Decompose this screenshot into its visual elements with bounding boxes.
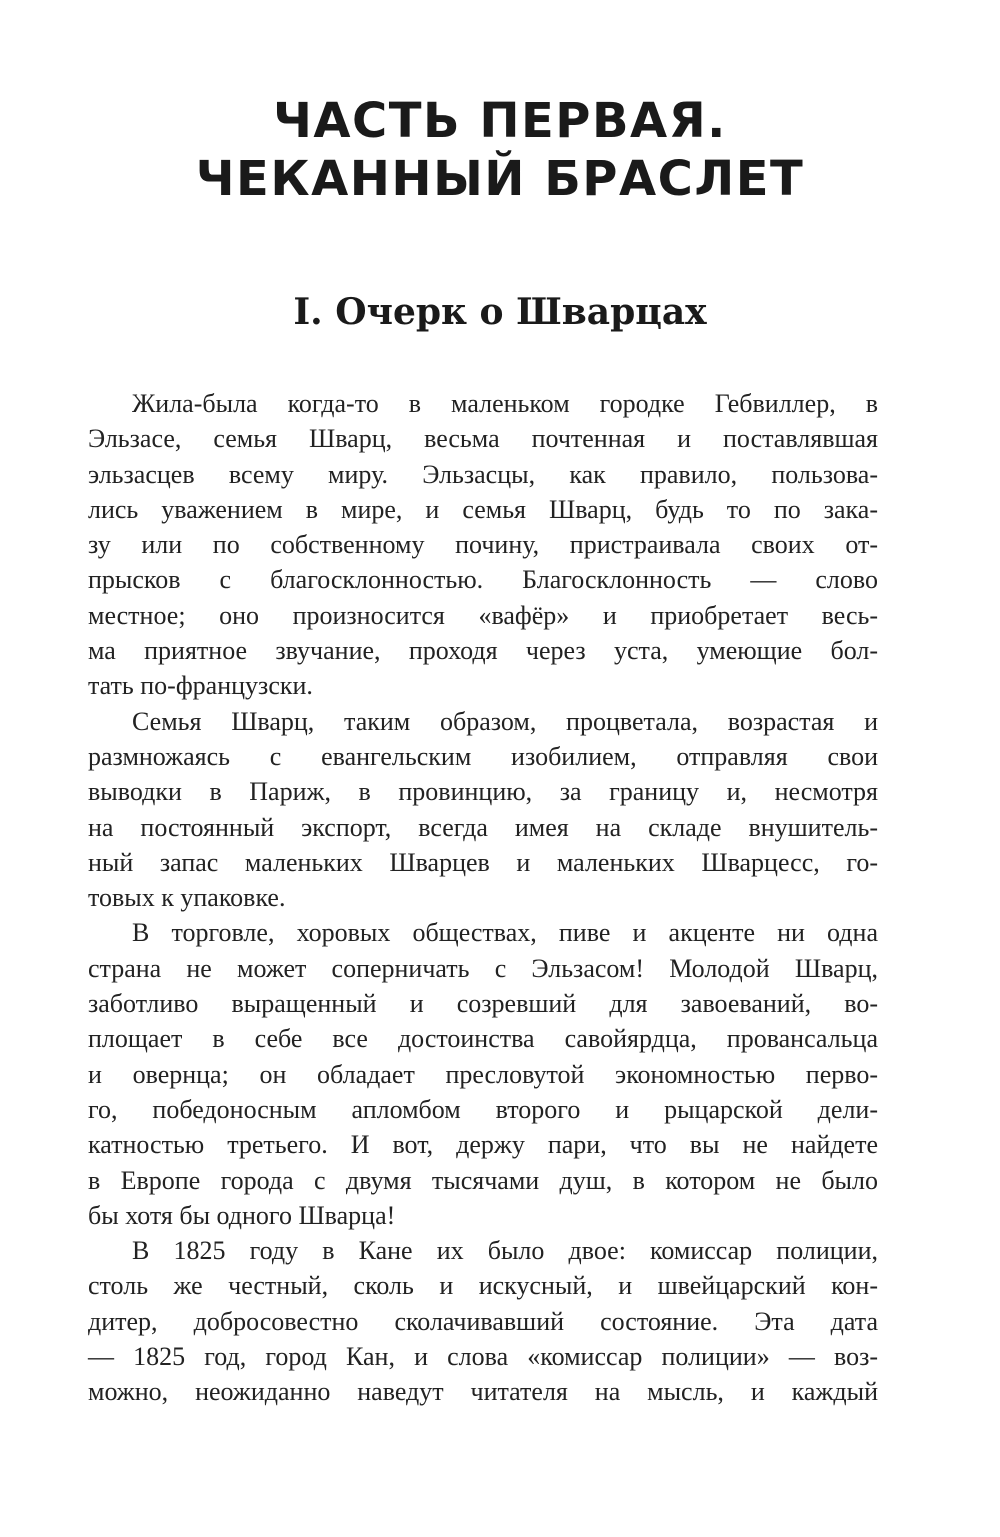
- text-line: зу или по собственному почину, пристраивала своих от-: [88, 530, 878, 560]
- text-line: лись уважением в мире, и семья Шварц, будь то по зака-: [88, 494, 878, 524]
- text-line: ный запас маленьких Шварцев и маленьких Шварцесс, го-: [88, 847, 878, 877]
- paragraph-1: [88, 386, 878, 704]
- body-text: [88, 386, 878, 1410]
- chapter-title: I. Очерк о Шварцах: [293, 291, 707, 333]
- text-line: в Европе города с двумя тысячами душ, в котором не было: [88, 1165, 878, 1195]
- text-line: Семья Шварц, таким образом, процветала, возрастая и: [132, 706, 878, 736]
- text-line: можно, неожиданно наведут читателя на мысль, и каждый: [88, 1377, 878, 1407]
- text-line: ма приятное звучание, проходя через уста, умеющие бол-: [88, 636, 878, 666]
- text-line: заботливо выращенный и созревший для завоеваний, во-: [88, 989, 878, 1019]
- text-line: бы хотя бы одного Шварца!: [88, 1200, 396, 1230]
- part-title-line-1: ЧАСТЬ ПЕРВАЯ.: [273, 93, 727, 149]
- part-title-line-2: ЧЕКАННЫЙ БРАСЛЕТ: [195, 151, 805, 207]
- text-line: прысков с благосклонностью. Благосклонность — слово: [88, 565, 878, 595]
- paragraph-4: [88, 1233, 878, 1409]
- text-line: на постоянный экспорт, всегда имея на складе внушитель-: [88, 812, 878, 842]
- text-line: товых к упаковке.: [88, 883, 286, 913]
- text-line: Эльзасе, семья Шварц, весьма почтенная и поставлявшая: [88, 424, 878, 454]
- part-title: [0, 92, 1000, 208]
- text-line: столь же честный, сколь и искусный, и швейцарский кон-: [88, 1271, 878, 1301]
- text-line: В торговле, хоровых обществах, пиве и акценте ни одна: [132, 918, 878, 948]
- text-line: выводки в Париж, в провинцию, за границу и, несмотря: [88, 777, 878, 807]
- text-line: площает в себе все достоинства савойярдца, провансальца: [88, 1024, 878, 1054]
- paragraph-3: [88, 915, 878, 1233]
- paragraph-2: [88, 704, 878, 916]
- text-line: страна не может соперничать с Эльзасом! Молодой Шварц,: [88, 953, 878, 983]
- text-line: катностью третьего. И вот, держу пари, что вы не найдете: [88, 1130, 878, 1160]
- text-line: Жила-была когда-то в маленьком городке Гебвиллер, в: [132, 389, 878, 418]
- text-line: В 1825 году в Кане их было двое: комиссар полиции,: [132, 1236, 878, 1266]
- text-line: го, победоносным апломбом второго и рыцарской дели-: [88, 1094, 878, 1124]
- text-line: тать по-французски.: [88, 671, 313, 701]
- text-line: и овернца; он обладает пресловутой экономностью перво-: [88, 1059, 878, 1089]
- text-line: местное; оно произносится «вафёр» и приобретает весь-: [88, 600, 878, 630]
- text-line: дитер, добросовестно сколачивавший состояние. Эта дата: [88, 1306, 878, 1336]
- text-line: эльзасцев всему миру. Эльзасцы, как правило, пользова-: [88, 459, 878, 489]
- text-line: размножаясь с евангельским изобилием, отправляя свои: [88, 741, 878, 771]
- text-line: — 1825 год, город Кан, и слова «комиссар полиции» — воз-: [88, 1342, 878, 1372]
